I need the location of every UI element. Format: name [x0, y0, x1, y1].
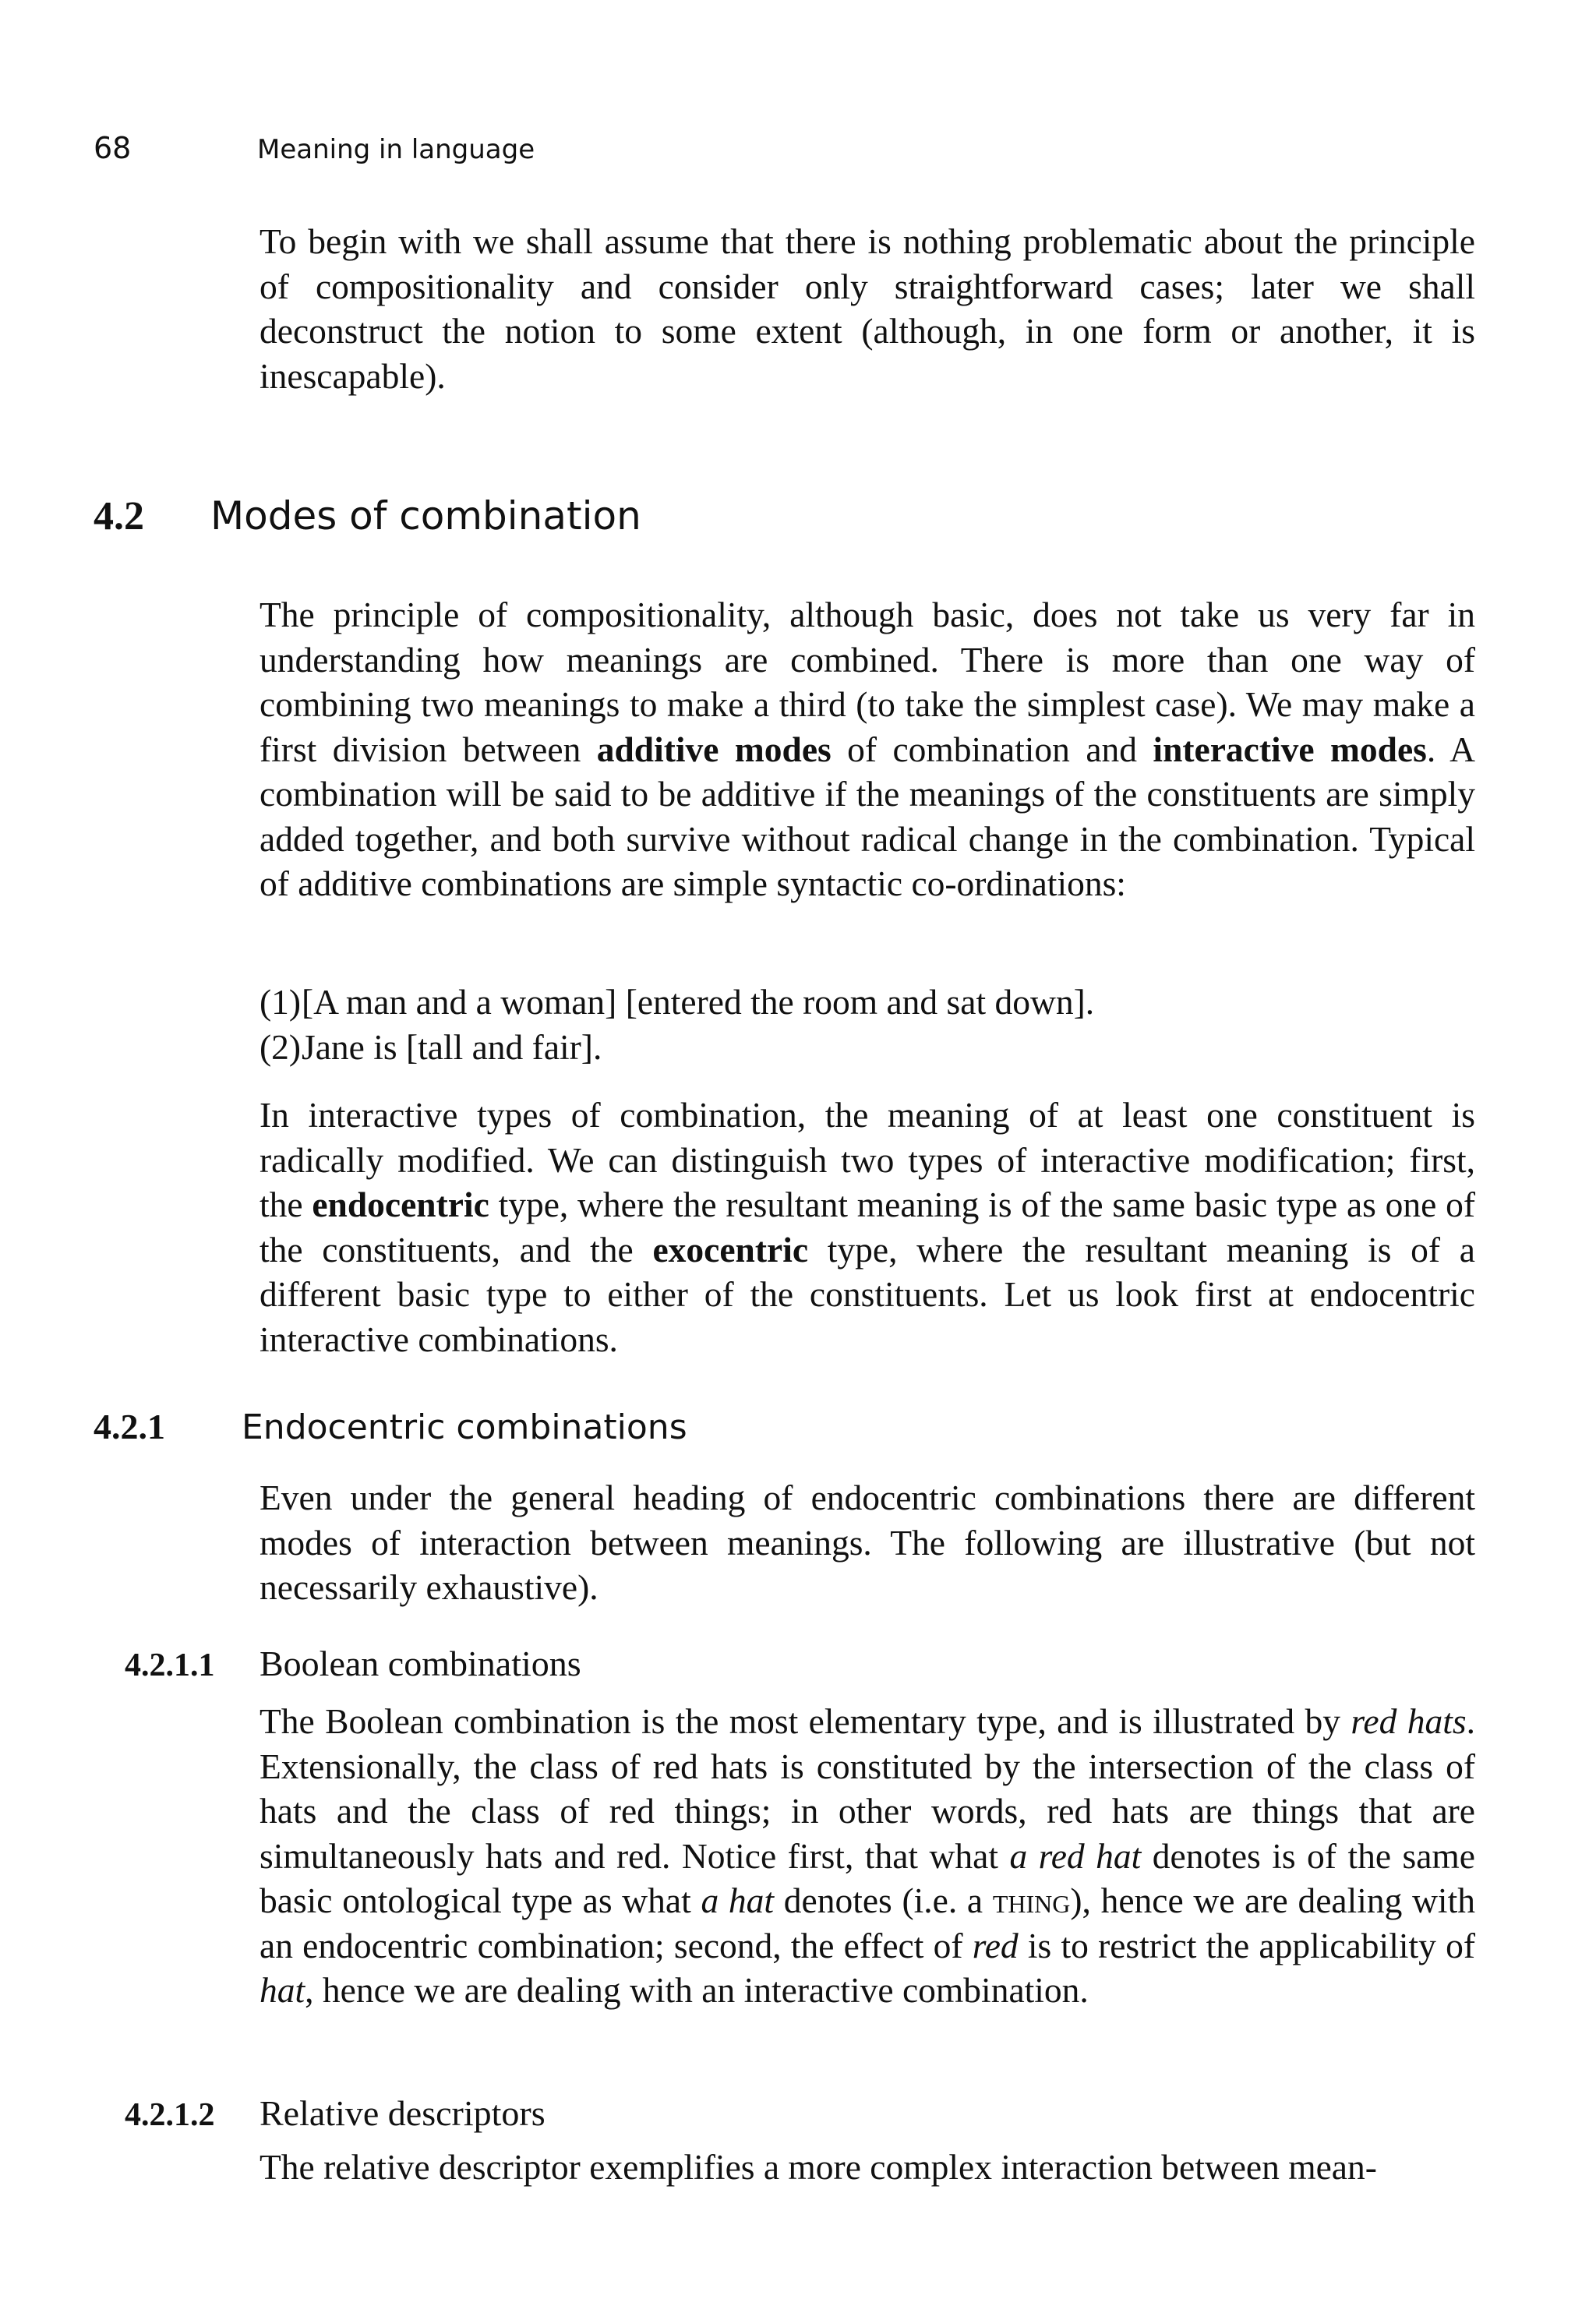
section-title: Endocentric combinations: [242, 1407, 687, 1447]
italic-red-hats: red hats: [1351, 1701, 1467, 1741]
example-item: [260, 1025, 1094, 1070]
italic-red: red: [972, 1925, 1019, 1965]
para-text: The principle of compositionality, although basic, does not take us very far in understanding how meanings are combined. There is more than one way of combining two meanings to make a third (to take the simplest case). We may make a first division between: [260, 595, 1475, 769]
running-head: [94, 131, 535, 165]
section-number: 4.2: [94, 494, 144, 539]
section-4-2-1-1-paragraph: [260, 1699, 1475, 2013]
running-head-title: Meaning in language: [257, 134, 535, 165]
term-endocentric: endocentric: [312, 1185, 489, 1224]
small-caps-thing: thing: [992, 1881, 1071, 1920]
para-text: , hence we are dealing with an interactive combination.: [305, 1970, 1089, 2010]
example-number: (2): [260, 1026, 302, 1067]
para-text: ), hence we are dealing with an endocentric combination; second, the effect of: [260, 1881, 1475, 1965]
section-number: 4.2.1: [94, 1407, 165, 1446]
term-additive-modes: additive modes: [596, 729, 832, 769]
para-text: . Extensionally, the class of red hats is constituted by the intersection of the class of hats and the class of red things; in other words, red hats are things that are simultaneously hats and red. Notice first, that what: [260, 1701, 1475, 1876]
para-text: denotes (i.e. a: [774, 1881, 993, 1920]
section-number: 4.2.1.2: [125, 2097, 215, 2133]
term-interactive-modes: interactive modes: [1153, 729, 1427, 769]
section-4-2-paragraph-1: [260, 592, 1475, 906]
para-text: Even under the general heading of endocentric combinations there are different modes of interaction between meanings. The following are illustrative (but not necessarily exhaustive).: [260, 1478, 1475, 1607]
example-text: [A man and a woman] [entered the room and sat down].: [302, 982, 1095, 1022]
section-title: Relative descriptors: [260, 2093, 546, 2133]
section-heading-4-2-1-2: [125, 2092, 546, 2134]
italic-hat: hat: [260, 1970, 305, 2010]
section-number: 4.2.1.1: [125, 1647, 215, 1683]
italic-a-hat: a hat: [701, 1881, 775, 1920]
para-text: denotes is of the same basic ontological type as what: [260, 1835, 1476, 1920]
italic-a-red-hat: a red hat: [1009, 1835, 1142, 1876]
para-text: In interactive types of combination, the meaning of at least one constituent is radically modified. We can distinguish two types of interactive modification; first, the: [260, 1095, 1475, 1224]
section-heading-4-2-1: [94, 1406, 687, 1447]
example-item: [260, 980, 1094, 1025]
para-text: type, where the resultant meaning is of a different basic type to either of the constituents. Let us look first at endocentric interactive combinations.: [260, 1229, 1475, 1359]
section-heading-4-2-1-1: [125, 1643, 581, 1684]
example-list: [260, 980, 1094, 1069]
para-text: of combination and: [831, 729, 1153, 769]
intro-paragraph-text: To begin with we shall assume that there is nothing problematic about the principle of compositionality and consider only straightforward cases; later we shall deconstruct the notion to some extent (although, in one form or another, it is inescapable).: [260, 221, 1475, 396]
section-heading-4-2: [94, 493, 641, 539]
term-exocentric: exocentric: [652, 1229, 809, 1270]
section-4-2-paragraph-2: [260, 1093, 1475, 1361]
para-text: The relative descriptor exemplifies a more complex interaction between mean-: [260, 2147, 1377, 2187]
para-text: . A combination will be said to be additive if the meanings of the constituents are simply added together, and both survive without radical change in the combination. Typical of additive combinations are simple syntactic co-ordinations:: [260, 729, 1475, 903]
para-text: is to restrict the applicability of: [1018, 1925, 1475, 1965]
page-number: 68: [94, 131, 132, 165]
section-title: Modes of combination: [210, 493, 641, 539]
section-4-2-1-paragraph: [260, 1475, 1475, 1610]
section-title: Boolean combinations: [260, 1644, 581, 1683]
example-number: (1): [260, 982, 302, 1022]
example-text: Jane is [tall and fair].: [302, 1026, 602, 1067]
section-4-2-1-2-paragraph: [260, 2145, 1475, 2190]
para-text: type, where the resultant meaning is of the same basic type as one of the constituents, and the: [260, 1185, 1475, 1270]
intro-paragraph: [260, 219, 1475, 398]
para-text: The Boolean combination is the most elementary type, and is illustrated by: [260, 1701, 1351, 1741]
